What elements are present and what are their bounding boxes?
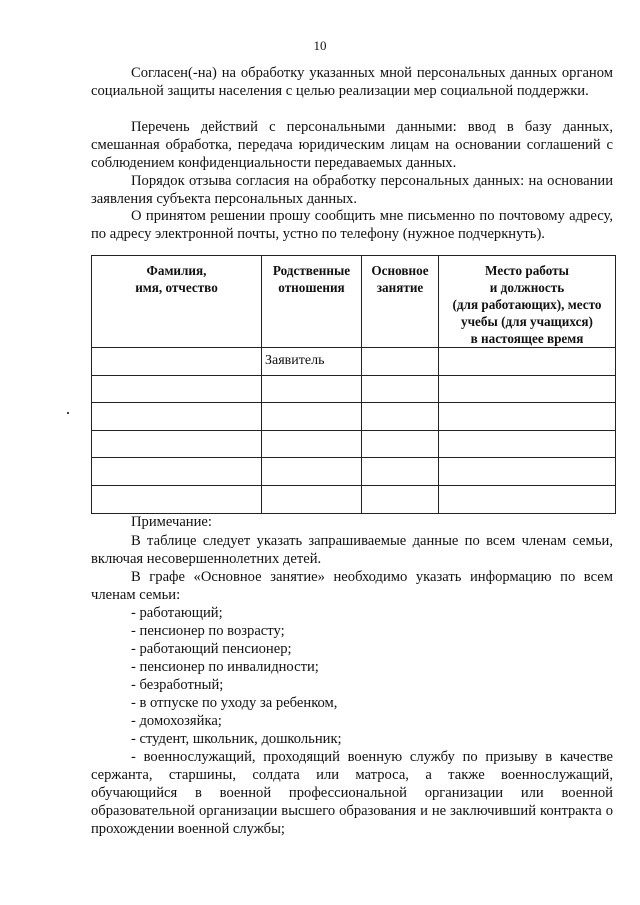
header-full-name-text: Фамилия, имя, отчество bbox=[135, 263, 218, 295]
header-workplace bbox=[439, 256, 616, 348]
table-cell[interactable] bbox=[439, 403, 616, 431]
table-row bbox=[92, 403, 616, 431]
table-cell[interactable] bbox=[439, 485, 616, 513]
table-cell[interactable] bbox=[92, 348, 262, 376]
occupation-item: - работающий; bbox=[131, 605, 223, 621]
table-cell[interactable] bbox=[439, 375, 616, 403]
occupation-item: - безработный; bbox=[131, 677, 224, 693]
table-cell[interactable] bbox=[92, 430, 262, 458]
table-cell[interactable] bbox=[362, 375, 439, 403]
consent-paragraph: Согласен(-на) на обработку указанных мной персональных данных органом социальной защиты населения с целью реализации мер социальной поддержки. bbox=[91, 65, 613, 99]
table-cell[interactable] bbox=[362, 458, 439, 486]
table-cell[interactable] bbox=[362, 348, 439, 376]
table-cell[interactable] bbox=[262, 485, 362, 513]
header-full-name bbox=[92, 256, 262, 348]
table-cell[interactable] bbox=[92, 403, 262, 431]
table-cell[interactable] bbox=[262, 458, 362, 486]
table-row bbox=[92, 458, 616, 486]
header-occupation bbox=[362, 256, 439, 348]
occupation-item: - студент, школьник, дошкольник; bbox=[131, 731, 342, 747]
table-cell[interactable] bbox=[262, 430, 362, 458]
occupation-item: - работающий пенсионер; bbox=[131, 641, 292, 657]
family-members-table bbox=[91, 255, 616, 514]
withdrawal-paragraph: Порядок отзыва согласия на обработку персональных данных: на основании заявления субъекта персональных данных. bbox=[91, 173, 613, 207]
header-occupation-text: Основное занятие bbox=[371, 263, 429, 295]
header-workplace-text: Место работы и должность (для работающих), место учебы (для учащихся) в настоящее время bbox=[452, 263, 602, 346]
table-cell[interactable] bbox=[439, 458, 616, 486]
occupation-item: - домохозяйка; bbox=[131, 713, 222, 729]
table-note-paragraph: В таблице следует указать запрашиваемые данные по всем членам семьи, включая несовершеннолетних детей. bbox=[91, 533, 613, 567]
table-cell[interactable] bbox=[92, 458, 262, 486]
table-row bbox=[92, 375, 616, 403]
occupation-item: - пенсионер по возрасту; bbox=[131, 623, 285, 639]
table-header-row bbox=[92, 256, 616, 348]
table-cell[interactable] bbox=[92, 375, 262, 403]
header-relationship bbox=[262, 256, 362, 348]
table-cell[interactable] bbox=[439, 348, 616, 376]
table-cell[interactable] bbox=[92, 485, 262, 513]
military-paragraph: - военнослужащий, проходящий военную службу по призыву в качестве сержанта, старшины, солдата или матроса, а также военнослужащий, обучающийся в военной профессиональной организации или военной образовательной организации высшего образования и не заключивший контракта о прохождении военной службы; bbox=[91, 749, 613, 837]
table-cell[interactable] bbox=[362, 403, 439, 431]
page-number: 10 bbox=[313, 38, 327, 53]
table-cell[interactable] bbox=[439, 430, 616, 458]
header-relationship-text: Родственные отношения bbox=[272, 263, 351, 295]
table-row bbox=[92, 348, 616, 376]
table-row bbox=[92, 430, 616, 458]
notify-paragraph: О принятом решении прошу сообщить мне письменно по почтовому адресу, по адресу электронной почты, устно по телефону (нужное подчеркнуть). bbox=[91, 208, 613, 242]
table-cell[interactable] bbox=[262, 403, 362, 431]
actions-paragraph: Перечень действий с персональными данными: ввод в базу данных, смешанная обработка, передача юридическим лицам на основании соглашений с соблюдением конфиденциальности передаваемых данных. bbox=[91, 119, 613, 171]
table-cell[interactable] bbox=[362, 485, 439, 513]
occupation-note-paragraph: В графе «Основное занятие» необходимо указать информацию по всем членам семьи: bbox=[91, 569, 613, 603]
table-row bbox=[92, 485, 616, 513]
scan-mark bbox=[67, 412, 69, 414]
occupation-item: - в отпуске по уходу за ребенком, bbox=[131, 695, 338, 711]
table-cell[interactable]: Заявитель bbox=[262, 348, 362, 376]
note-label: Примечание: bbox=[131, 514, 212, 530]
table-cell[interactable] bbox=[262, 375, 362, 403]
table-cell[interactable] bbox=[362, 430, 439, 458]
occupation-item: - пенсионер по инвалидности; bbox=[131, 659, 319, 675]
